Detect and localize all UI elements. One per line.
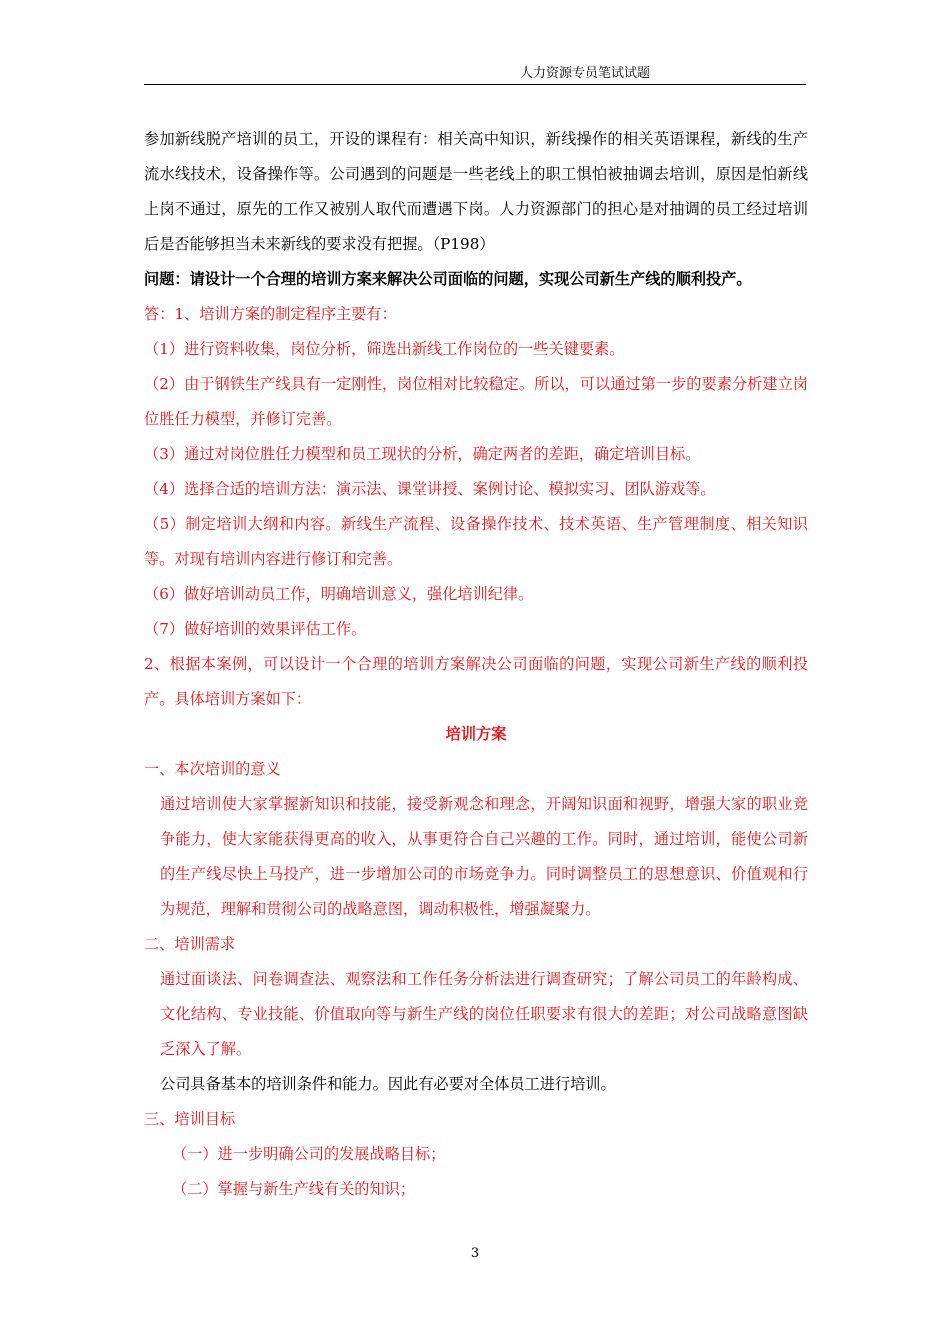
plan-title: 培训方案 (445, 725, 507, 743)
step-1: （1）进行资料收集，岗位分析，筛选出新线工作岗位的一些关键要素。 (144, 340, 625, 358)
section-3-item-1: （一）进一步明确公司的发展战略目标； (172, 1145, 446, 1163)
step-2: （2）由于钢铁生产线具有一定刚性，岗位相对比较稳定。所以，可以通过第一步的要素分析建立岗位胜任力模型，并修订完善。 (144, 375, 808, 428)
section-2-title: 二、培训需求 (144, 935, 236, 953)
step-5: （5）制定培训大纲和内容。新线生产流程、设备操作技术、技术英语、生产管理制度、相关知识等。对现有培训内容进行修订和完善。 (144, 515, 808, 568)
header-title: 人力资源专员笔试试题 (519, 66, 650, 81)
page-content (144, 122, 808, 1207)
section-3-item-2: （二）掌握与新生产线有关的知识； (172, 1180, 415, 1198)
part-2-paragraph: 2、根据本案例，可以设计一个合理的培训方案解决公司面临的问题，实现公司新生产线的顺利投产。具体培训方案如下： (144, 655, 808, 708)
section-2-text: 通过面谈法、问卷调查法、观察法和工作任务分析法进行调查研究；了解公司员工的年龄构成、文化结构、专业技能、价值取向等与新生产线的岗位任职要求有很大的差距；对公司战略意图缺乏深入了解。 (160, 970, 808, 1058)
section-3-title: 三、培训目标 (144, 1110, 236, 1128)
step-6: （6）做好培训动员工作，明确培训意义，强化培训纪律。 (144, 585, 534, 603)
question-paragraph: 问题：请设计一个合理的培训方案来解决公司面临的问题，实现公司新生产线的顺利投产。 (144, 270, 752, 288)
step-4: （4）选择合适的培训方法：演示法、课堂讲授、案例讨论、模拟实习、团队游戏等。 (144, 480, 716, 498)
answer-heading: 答：1、培训方案的制定程序主要有： (144, 305, 397, 323)
section-1-title: 一、本次培训的意义 (144, 760, 281, 778)
step-7: （7）做好培训的效果评估工作。 (144, 620, 367, 638)
intro-paragraph: 参加新线脱产培训的员工，开设的课程有：相关高中知识，新线操作的相关英语课程，新线的生产流水线技术，设备操作等。公司遇到的问题是一些老线上的职工惧怕被抽调去培训，原因是怕新线上岗不通过，原先的工作又被别人取代而遭遇下岗。人力资源部门的担心是对抽调的员工经过培训后是否能够担当未来新线的要求没有把握。（P198） (144, 130, 808, 253)
page-number: 3 (470, 1246, 480, 1261)
section-2-text-2: 公司具备基本的培训条件和能力。因此有必要对全体员工进行培训。 (160, 1075, 616, 1093)
step-3: （3）通过对岗位胜任力模型和员工现状的分析，确定两者的差距，确定培训目标。 (144, 445, 701, 463)
section-1-text: 通过培训使大家掌握新知识和技能，接受新观念和理念，开阔知识面和视野，增强大家的职业竞争能力，使大家能获得更高的收入，从事更符合自己兴趣的工作。同时，通过培训，能使公司新的生产线尽快上马投产，进一步增加公司的市场竞争力。同时调整员工的思想意识、价值观和行为规范，理解和贯彻公司的战略意图，调动积极性，增强凝聚力。 (160, 795, 808, 918)
page-header (144, 64, 806, 85)
